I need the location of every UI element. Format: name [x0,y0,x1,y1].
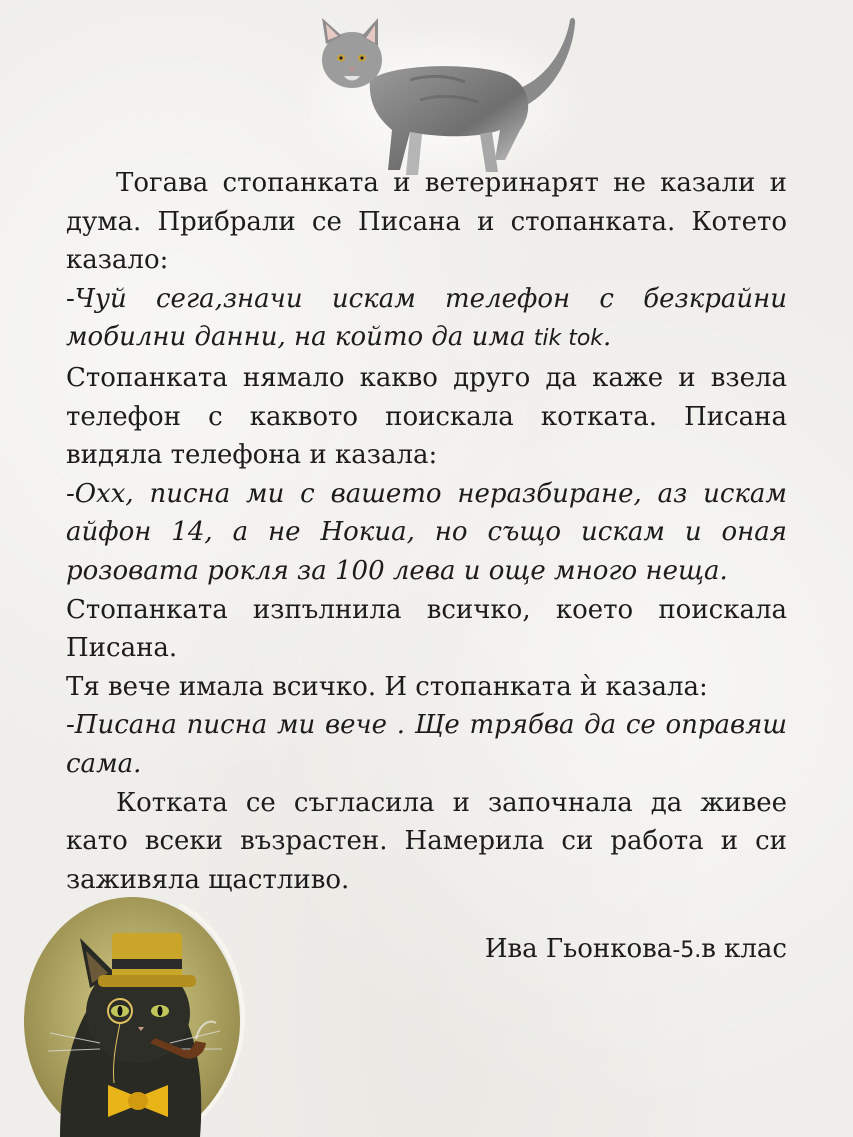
paragraph-3: Стопанката изпълнила всичко, което поискала Писана. [66,594,787,664]
paragraph-5: Котката се съгласила и започнала да живее като всеки възрастен. Намерила си работа и си заживяла щастливо. [66,787,787,895]
quote-1-text: -Чуй сега,значи искам телефон с безкрайни мобилни данни, на който да има [66,283,787,353]
author-name: Ива Гьонкова [484,934,673,964]
paragraph-4: Тя вече имала всичко. И стопанката ѝ казала: [66,671,708,702]
story-text [66,164,787,899]
quote-1 [66,280,787,359]
paragraph-1: Тогава стопанката и ветеринарят не казали и дума. Прибрали се Писана и стопанката. Котето казало: [66,168,787,276]
grade-number: 5. [680,938,702,963]
author-signature [485,930,787,970]
paragraph-2: Стопанката нямало какво друго да каже и взела телефон с каквото поискала котката. Писана видяла телефона и казала: [66,362,787,471]
quote-1-end: . [603,322,612,353]
app-name: tik tok [533,326,604,352]
kitten-illustration [300,10,590,180]
quote-3: -Писана писна ми вече . Ще трябва да се оправяш сама. [66,710,787,779]
quote-2: -Охх, писна ми с вашето неразбиране, аз искам айфон 14, а не Нокиа, но също искам и оная розовата рокля за 100 лева и още много неща. [66,478,787,586]
grade-text: в клас [701,934,787,964]
gentleman-cat-illustration [20,893,260,1137]
signature-dash: - [672,938,681,963]
